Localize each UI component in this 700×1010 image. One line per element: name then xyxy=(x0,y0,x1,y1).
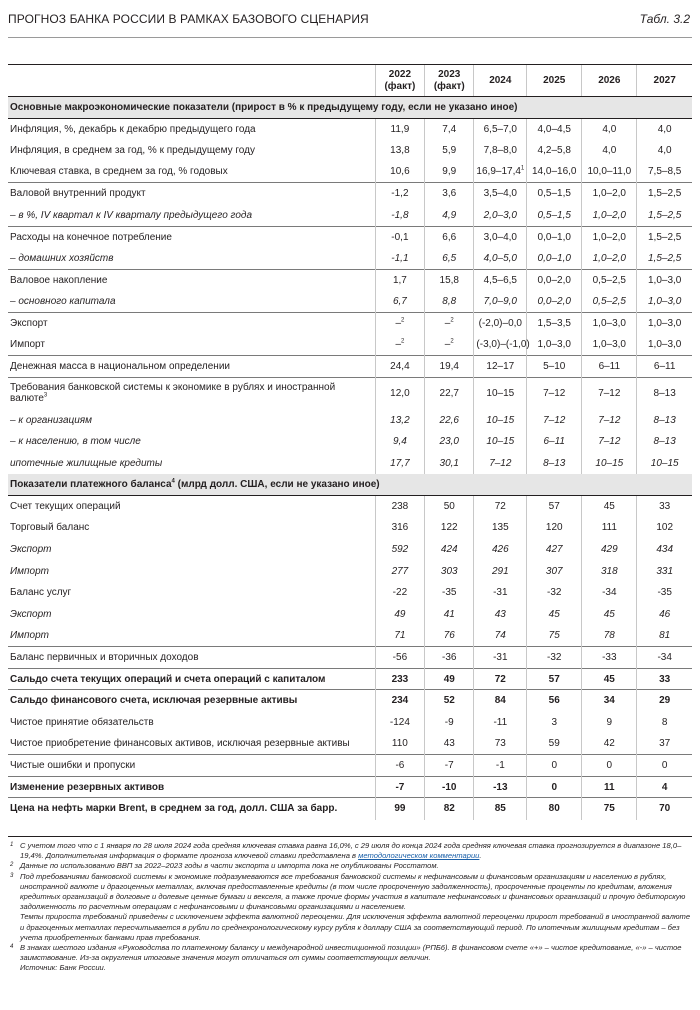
cell-2027: 8–13 xyxy=(637,409,692,431)
column-header-2022: 2022 (факт) xyxy=(375,65,424,97)
cell-2023: 22,7 xyxy=(425,377,474,409)
cell-2027: 8 xyxy=(637,712,692,734)
table-row-claims-pop xyxy=(8,431,692,453)
cell-2023: -7 xyxy=(425,755,474,777)
cell-2023: 50 xyxy=(425,496,474,518)
cell-2023: 41 xyxy=(425,604,474,626)
cell-2022: 17,7 xyxy=(375,452,424,474)
cell-2022: 316 xyxy=(375,517,424,539)
cell-2025: 5–10 xyxy=(527,356,582,378)
cell-2026: 45 xyxy=(582,604,637,626)
cell-2023: 303 xyxy=(425,560,474,582)
table-row-brent xyxy=(8,798,692,820)
cell-2023: 424 xyxy=(425,539,474,561)
cell-2023: 49 xyxy=(425,668,474,690)
row-label: Сальдо финансового счета, исключая резервные активы xyxy=(8,690,375,712)
cell-2025: 6–11 xyxy=(527,431,582,453)
cell-2026: 7–12 xyxy=(582,431,637,453)
cell-2026: 0 xyxy=(582,755,637,777)
table-row-trade-imp xyxy=(8,560,692,582)
cell-2027: 29 xyxy=(637,690,692,712)
cell-2023: 3,6 xyxy=(425,183,474,205)
cell-2022: 6,7 xyxy=(375,291,424,313)
cell-2025: 3 xyxy=(527,712,582,734)
cell-2027: 70 xyxy=(637,798,692,820)
cell-2026: 1,0–2,0 xyxy=(582,204,637,226)
cell-2026: 1,0–3,0 xyxy=(582,334,637,356)
cell-2022: 1,7 xyxy=(375,269,424,291)
cell-2027: 1,5–2,5 xyxy=(637,248,692,270)
cell-2025: 307 xyxy=(527,560,582,582)
cell-2026: 0,5–2,5 xyxy=(582,291,637,313)
cell-2026: 6–11 xyxy=(582,356,637,378)
table-row-reserves xyxy=(8,776,692,798)
table-row-households xyxy=(8,248,692,270)
cell-2023: 43 xyxy=(425,733,474,755)
footnote-4: 4 В знаках шестого издания «Руководства по платежному балансу и международной инвестиционной позиции» (РПБ6). В финансовом счете «+» – чистое кредитование, «-» – чистое заимствование. Из-за округления итоговые значения могут отличаться от суммы соответствующих величин. xyxy=(10,943,682,963)
cell-2026: 9 xyxy=(582,712,637,734)
cell-2027: 81 xyxy=(637,625,692,647)
cell-2023: –$^2$ xyxy=(425,312,474,334)
cell-2024: -31 xyxy=(474,647,527,669)
cell-2026: 1,0–2,0 xyxy=(582,183,637,205)
table-row-inflation-dec xyxy=(8,118,692,140)
cell-2022: 71 xyxy=(375,625,424,647)
cell-2025: 120 xyxy=(527,517,582,539)
row-label: Экспорт xyxy=(10,608,52,620)
table-row-key-rate xyxy=(8,161,692,183)
cell-2026: 318 xyxy=(582,560,637,582)
cell-2026: 4,0 xyxy=(582,118,637,140)
cell-2023: 7,4 xyxy=(425,118,474,140)
row-label: Счет текущих операций xyxy=(10,501,121,513)
cell-2024: 7,0–9,0 xyxy=(474,291,527,313)
table-row-services xyxy=(8,582,692,604)
cell-2023: 122 xyxy=(425,517,474,539)
cell-2023: 6,6 xyxy=(425,226,474,248)
cell-2024: 7–12 xyxy=(474,452,527,474)
column-header-2027: 2027 xyxy=(637,65,692,97)
row-label: Инфляция, %, декабрь к декабрю предыдущего года xyxy=(10,123,256,135)
cell-2024: 16,9–17,4$^1$ xyxy=(474,161,527,183)
row-label: – основного капитала xyxy=(10,295,116,307)
cell-2025: 14,0–16,0 xyxy=(527,161,582,183)
column-header-2026: 2026 xyxy=(582,65,637,97)
cell-2022: -1,2 xyxy=(375,183,424,205)
cell-2024: -1 xyxy=(474,755,527,777)
column-header-row xyxy=(8,65,692,97)
cell-2024: 135 xyxy=(474,517,527,539)
section-bop-title: Показатели платежного баланса$^4$ (млрд долл. США, если не указано иное) xyxy=(8,474,692,496)
row-label: Изменение резервных активов xyxy=(8,776,375,798)
cell-2026: 45 xyxy=(582,496,637,518)
table-row-income xyxy=(8,647,692,669)
row-label: Экспорт xyxy=(8,312,375,334)
cell-2026: 7–12 xyxy=(582,377,637,409)
cell-2023: -10 xyxy=(425,776,474,798)
cell-2026: 429 xyxy=(582,539,637,561)
cell-2027: 102 xyxy=(637,517,692,539)
cell-2023: 22,6 xyxy=(425,409,474,431)
cell-2026: -34 xyxy=(582,582,637,604)
cell-2022: 12,0 xyxy=(375,377,424,409)
cell-2027: 8–13 xyxy=(637,377,692,409)
cell-2027: 10–15 xyxy=(637,452,692,474)
cell-2023: 30,1 xyxy=(425,452,474,474)
cell-2025: 45 xyxy=(527,604,582,626)
cell-2027: 46 xyxy=(637,604,692,626)
cell-2026: 34 xyxy=(582,690,637,712)
cell-2026: 78 xyxy=(582,625,637,647)
table-row-inflation-avg xyxy=(8,140,692,162)
cell-2024: 10–15 xyxy=(474,409,527,431)
cell-2024: 74 xyxy=(474,625,527,647)
table-header xyxy=(8,12,692,30)
cell-2027: -34 xyxy=(637,647,692,669)
cell-2027: -35 xyxy=(637,582,692,604)
cell-2024: 84 xyxy=(474,690,527,712)
cell-2024: 291 xyxy=(474,560,527,582)
cell-2024: 72 xyxy=(474,496,527,518)
cell-2024: 2,0–3,0 xyxy=(474,204,527,226)
cell-2027: 1,0–3,0 xyxy=(637,269,692,291)
cell-2024: 72 xyxy=(474,668,527,690)
row-label: Экспорт xyxy=(10,544,52,556)
cell-2022: -22 xyxy=(375,582,424,604)
footnote-2: 2 Данные по использованию ВВП за 2022–2023 годы в части экспорта и импорта пока не опубликованы Росстатом. xyxy=(10,861,439,871)
cell-2027: 33 xyxy=(637,668,692,690)
row-label: Сальдо счета текущих операций и счета операций с капиталом xyxy=(8,668,375,690)
cell-2022: 49 xyxy=(375,604,424,626)
cell-2025: 75 xyxy=(527,625,582,647)
row-label: Торговый баланс xyxy=(10,522,90,534)
table-row-errors xyxy=(8,755,692,777)
forecast-table xyxy=(8,64,692,820)
table-row-gdp xyxy=(8,183,692,205)
cell-2023: –$^2$ xyxy=(425,334,474,356)
cell-2027: 1,5–2,5 xyxy=(637,204,692,226)
cell-2025: 4,2–5,8 xyxy=(527,140,582,162)
cell-2026: 1,0–2,0 xyxy=(582,248,637,270)
cell-2024: 426 xyxy=(474,539,527,561)
cell-2022: -7 xyxy=(375,776,424,798)
cell-2027: 4,0 xyxy=(637,118,692,140)
row-label: Чистое приобретение финансовых активов, исключая резервные активы xyxy=(10,738,350,750)
cell-2024: -31 xyxy=(474,582,527,604)
cell-2027: 1,5–2,5 xyxy=(637,226,692,248)
cell-2024: (-2,0)–0,0 xyxy=(474,312,527,334)
cell-2022: 110 xyxy=(375,733,424,755)
table-row-liab xyxy=(8,712,692,734)
cell-2026: -33 xyxy=(582,647,637,669)
cell-2022: 592 xyxy=(375,539,424,561)
table-row-cur-cap xyxy=(8,668,692,690)
cell-2025: 4,0–4,5 xyxy=(527,118,582,140)
column-header-2025: 2025 xyxy=(527,65,582,97)
cell-2025: 56 xyxy=(527,690,582,712)
header-divider xyxy=(8,37,692,38)
cell-2027: 1,0–3,0 xyxy=(637,291,692,313)
table-title: ПРОГНОЗ БАНКА РОССИИ В РАМКАХ БАЗОВОГО СЦЕНАРИЯ xyxy=(8,12,369,26)
row-label: Валовое накопление xyxy=(8,269,375,291)
cell-2025: 0,5–1,5 xyxy=(527,204,582,226)
cell-2023: 23,0 xyxy=(425,431,474,453)
cell-2025: 0 xyxy=(527,776,582,798)
table-row-gross-acc xyxy=(8,269,692,291)
cell-2022: 277 xyxy=(375,560,424,582)
table-row-fixed-cap xyxy=(8,291,692,313)
cell-2024: 3,5–4,0 xyxy=(474,183,527,205)
cell-2025: 1,0–3,0 xyxy=(527,334,582,356)
table-row-trade-exp xyxy=(8,539,692,561)
cell-2023: 4,9 xyxy=(425,204,474,226)
cell-2022: 233 xyxy=(375,668,424,690)
cell-2022: –$^2$ xyxy=(375,312,424,334)
cell-2025: 0,0–1,0 xyxy=(527,248,582,270)
table-row-mortgage xyxy=(8,452,692,474)
table-row-serv-imp xyxy=(8,625,692,647)
footnote-1: 1 С учетом того что с 1 января по 28 июля 2024 года средняя ключевая ставка равна 16,0%, с 29 июля до конца 2024 года средняя ключевая ставка прогнозируется в диапазоне 18,0–19,4%. Дополнительная информация о формате прогноза ключевой ставки представлена в методологическом комментарии. xyxy=(10,841,682,861)
cell-2024: 4,5–6,5 xyxy=(474,269,527,291)
row-label: Инфляция, в среднем за год, % к предыдущему году xyxy=(10,144,255,156)
cell-2024: 3,0–4,0 xyxy=(474,226,527,248)
source-note: Источник: Банк России. xyxy=(20,963,106,973)
cell-2025: 0 xyxy=(527,755,582,777)
cell-2027: 8–13 xyxy=(637,431,692,453)
row-label: Цена на нефть марки Brent, в среднем за год, долл. США за барр. xyxy=(8,798,375,820)
row-label: – в %, IV квартал к IV кварталу предыдущего года xyxy=(10,209,253,221)
cell-2023: 8,8 xyxy=(425,291,474,313)
cell-2025: 7–12 xyxy=(527,409,582,431)
row-label: Требования банковской системы к экономике в рублях и иностранной валюте$^3$ xyxy=(8,377,375,409)
cell-2023: 5,9 xyxy=(425,140,474,162)
cell-2027: 0 xyxy=(637,755,692,777)
cell-2024: 10–15 xyxy=(474,377,527,409)
cell-2024: 12–17 xyxy=(474,356,527,378)
column-header-empty xyxy=(8,65,375,97)
table-row-consumption xyxy=(8,226,692,248)
section-macro xyxy=(8,97,692,119)
cell-2025: 0,0–2,0 xyxy=(527,269,582,291)
cell-2024: 4,0–5,0 xyxy=(474,248,527,270)
cell-2026: 10,0–11,0 xyxy=(582,161,637,183)
row-label: Чистые ошибки и пропуски xyxy=(8,755,375,777)
row-label: – к населению, в том числе xyxy=(10,436,141,448)
cell-2027: 7,5–8,5 xyxy=(637,161,692,183)
footnote-3-continued: Темпы прироста требований приведены с исключением эффекта валютной переоценки. Для исключения эффекта валютной переоценки прирост требований в иностранной валюте и драгоценных металлах пересчитывается в рубли по среднехронологическому курсу рубля к доллару США за соответствующий период. По ипотечным жилищным кредитам – без учета приобретенных банками прав требования. xyxy=(20,912,691,942)
table-row-gdp-q4 xyxy=(8,204,692,226)
cell-2025: 427 xyxy=(527,539,582,561)
cell-2022: -1,8 xyxy=(375,204,424,226)
cell-2022: 13,8 xyxy=(375,140,424,162)
cell-2026: 1,0–3,0 xyxy=(582,312,637,334)
cell-2022: -1,1 xyxy=(375,248,424,270)
footnote-3: 3 Под требованиями банковской системы к экономике подразумеваются все требования банковской системы к нефинансовым и финансовым организациям и населению в рублях, иностранной валюте и драгоценных металлах, включая предоставленные кредиты (в том числе просроченную задолженность), просроченные проценты по кредитам, вложения кредитных организаций в долговые и долевые ценные бумаги и векселя, а также прочие формы участия в капитале нефинансовых и финансовых организаций и прочую дебиторскую задолженность по расчетным операциям с нефинансовыми и финансовыми организациями и населением. xyxy=(10,871,686,912)
cell-2027: 1,0–3,0 xyxy=(637,334,692,356)
cell-2026: 7–12 xyxy=(582,409,637,431)
cell-2022: 24,4 xyxy=(375,356,424,378)
cell-2027: 4,0 xyxy=(637,140,692,162)
cell-2022: 10,6 xyxy=(375,161,424,183)
row-label: Расходы на конечное потребление xyxy=(8,226,375,248)
cell-2024: 6,5–7,0 xyxy=(474,118,527,140)
cell-2025: 80 xyxy=(527,798,582,820)
row-label: Импорт xyxy=(10,565,49,577)
cell-2022: -6 xyxy=(375,755,424,777)
cell-2027: 331 xyxy=(637,560,692,582)
cell-2022: 234 xyxy=(375,690,424,712)
cell-2025: -32 xyxy=(527,647,582,669)
cell-2022: -124 xyxy=(375,712,424,734)
table-row-financial xyxy=(8,690,692,712)
cell-2023: 9,9 xyxy=(425,161,474,183)
cell-2026: 0,5–2,5 xyxy=(582,269,637,291)
row-label: Валовой внутренний продукт xyxy=(8,183,375,205)
cell-2025: 0,0–1,0 xyxy=(527,226,582,248)
cell-2025: 1,5–3,5 xyxy=(527,312,582,334)
table-row-claims xyxy=(8,377,692,409)
cell-2025: 59 xyxy=(527,733,582,755)
table-row-trade xyxy=(8,517,692,539)
row-label: ипотечные жилищные кредиты xyxy=(10,457,163,469)
cell-2024: 10–15 xyxy=(474,431,527,453)
row-label: Баланс услуг xyxy=(10,587,72,599)
row-label: Чистое принятие обязательств xyxy=(10,716,154,728)
cell-2026: 42 xyxy=(582,733,637,755)
section-macro-title: Основные макроэкономические показатели (прирост в % к предыдущему году, если не указано иное) xyxy=(8,97,692,119)
table-row-serv-exp xyxy=(8,604,692,626)
cell-2023: -35 xyxy=(425,582,474,604)
cell-2023: -36 xyxy=(425,647,474,669)
cell-2023: 15,8 xyxy=(425,269,474,291)
row-label: – к организациям xyxy=(10,414,92,426)
cell-2024: 7,8–8,0 xyxy=(474,140,527,162)
cell-2026: 75 xyxy=(582,798,637,820)
row-label: Баланс первичных и вторичных доходов xyxy=(8,647,375,669)
cell-2025: 0,5–1,5 xyxy=(527,183,582,205)
cell-2022: 238 xyxy=(375,496,424,518)
cell-2026: 111 xyxy=(582,517,637,539)
footnotes xyxy=(8,836,692,974)
table-row-export xyxy=(8,312,692,334)
cell-2023: 52 xyxy=(425,690,474,712)
table-row-assets xyxy=(8,733,692,755)
table-row-current xyxy=(8,496,692,518)
cell-2023: -9 xyxy=(425,712,474,734)
row-label: Импорт xyxy=(10,630,49,642)
cell-2027: 434 xyxy=(637,539,692,561)
cell-2022: -0,1 xyxy=(375,226,424,248)
cell-2025: 8–13 xyxy=(527,452,582,474)
table-row-money xyxy=(8,356,692,378)
row-label: – домашних хозяйств xyxy=(10,252,114,264)
cell-2022: 13,2 xyxy=(375,409,424,431)
cell-2027: 1,0–3,0 xyxy=(637,312,692,334)
cell-2027: 33 xyxy=(637,496,692,518)
cell-2023: 19,4 xyxy=(425,356,474,378)
row-label: Импорт xyxy=(10,339,45,351)
cell-2024: 73 xyxy=(474,733,527,755)
cell-2027: 6–11 xyxy=(637,356,692,378)
cell-2025: 57 xyxy=(527,496,582,518)
row-label: Ключевая ставка, в среднем за год, % годовых xyxy=(10,166,228,178)
methodology-link[interactable]: методологическом комментарии xyxy=(358,851,480,861)
cell-2026: 11 xyxy=(582,776,637,798)
cell-2023: 82 xyxy=(425,798,474,820)
table-row-claims-org xyxy=(8,409,692,431)
cell-2024: (-3,0)–(-1,0) xyxy=(474,334,527,356)
cell-2022: -56 xyxy=(375,647,424,669)
cell-2027: 4 xyxy=(637,776,692,798)
cell-2025: 0,0–2,0 xyxy=(527,291,582,313)
column-header-2024: 2024 xyxy=(474,65,527,97)
cell-2026: 1,0–2,0 xyxy=(582,226,637,248)
row-label: Денежная масса в национальном определении xyxy=(8,356,375,378)
cell-2024: 85 xyxy=(474,798,527,820)
cell-2024: -13 xyxy=(474,776,527,798)
cell-2022: 99 xyxy=(375,798,424,820)
cell-2026: 4,0 xyxy=(582,140,637,162)
table-number: Табл. 3.2 xyxy=(639,12,690,26)
cell-2022: 9,4 xyxy=(375,431,424,453)
cell-2022: –$^2$ xyxy=(375,334,424,356)
cell-2024: -11 xyxy=(474,712,527,734)
cell-2027: 1,5–2,5 xyxy=(637,183,692,205)
cell-2023: 76 xyxy=(425,625,474,647)
cell-2024: 43 xyxy=(474,604,527,626)
cell-2025: 57 xyxy=(527,668,582,690)
cell-2025: 7–12 xyxy=(527,377,582,409)
cell-2027: 37 xyxy=(637,733,692,755)
cell-2026: 10–15 xyxy=(582,452,637,474)
cell-2026: 45 xyxy=(582,668,637,690)
section-bop xyxy=(8,474,692,496)
cell-2025: -32 xyxy=(527,582,582,604)
cell-2023: 6,5 xyxy=(425,248,474,270)
table-row-import xyxy=(8,334,692,356)
cell-2022: 11,9 xyxy=(375,118,424,140)
column-header-2023: 2023 (факт) xyxy=(425,65,474,97)
